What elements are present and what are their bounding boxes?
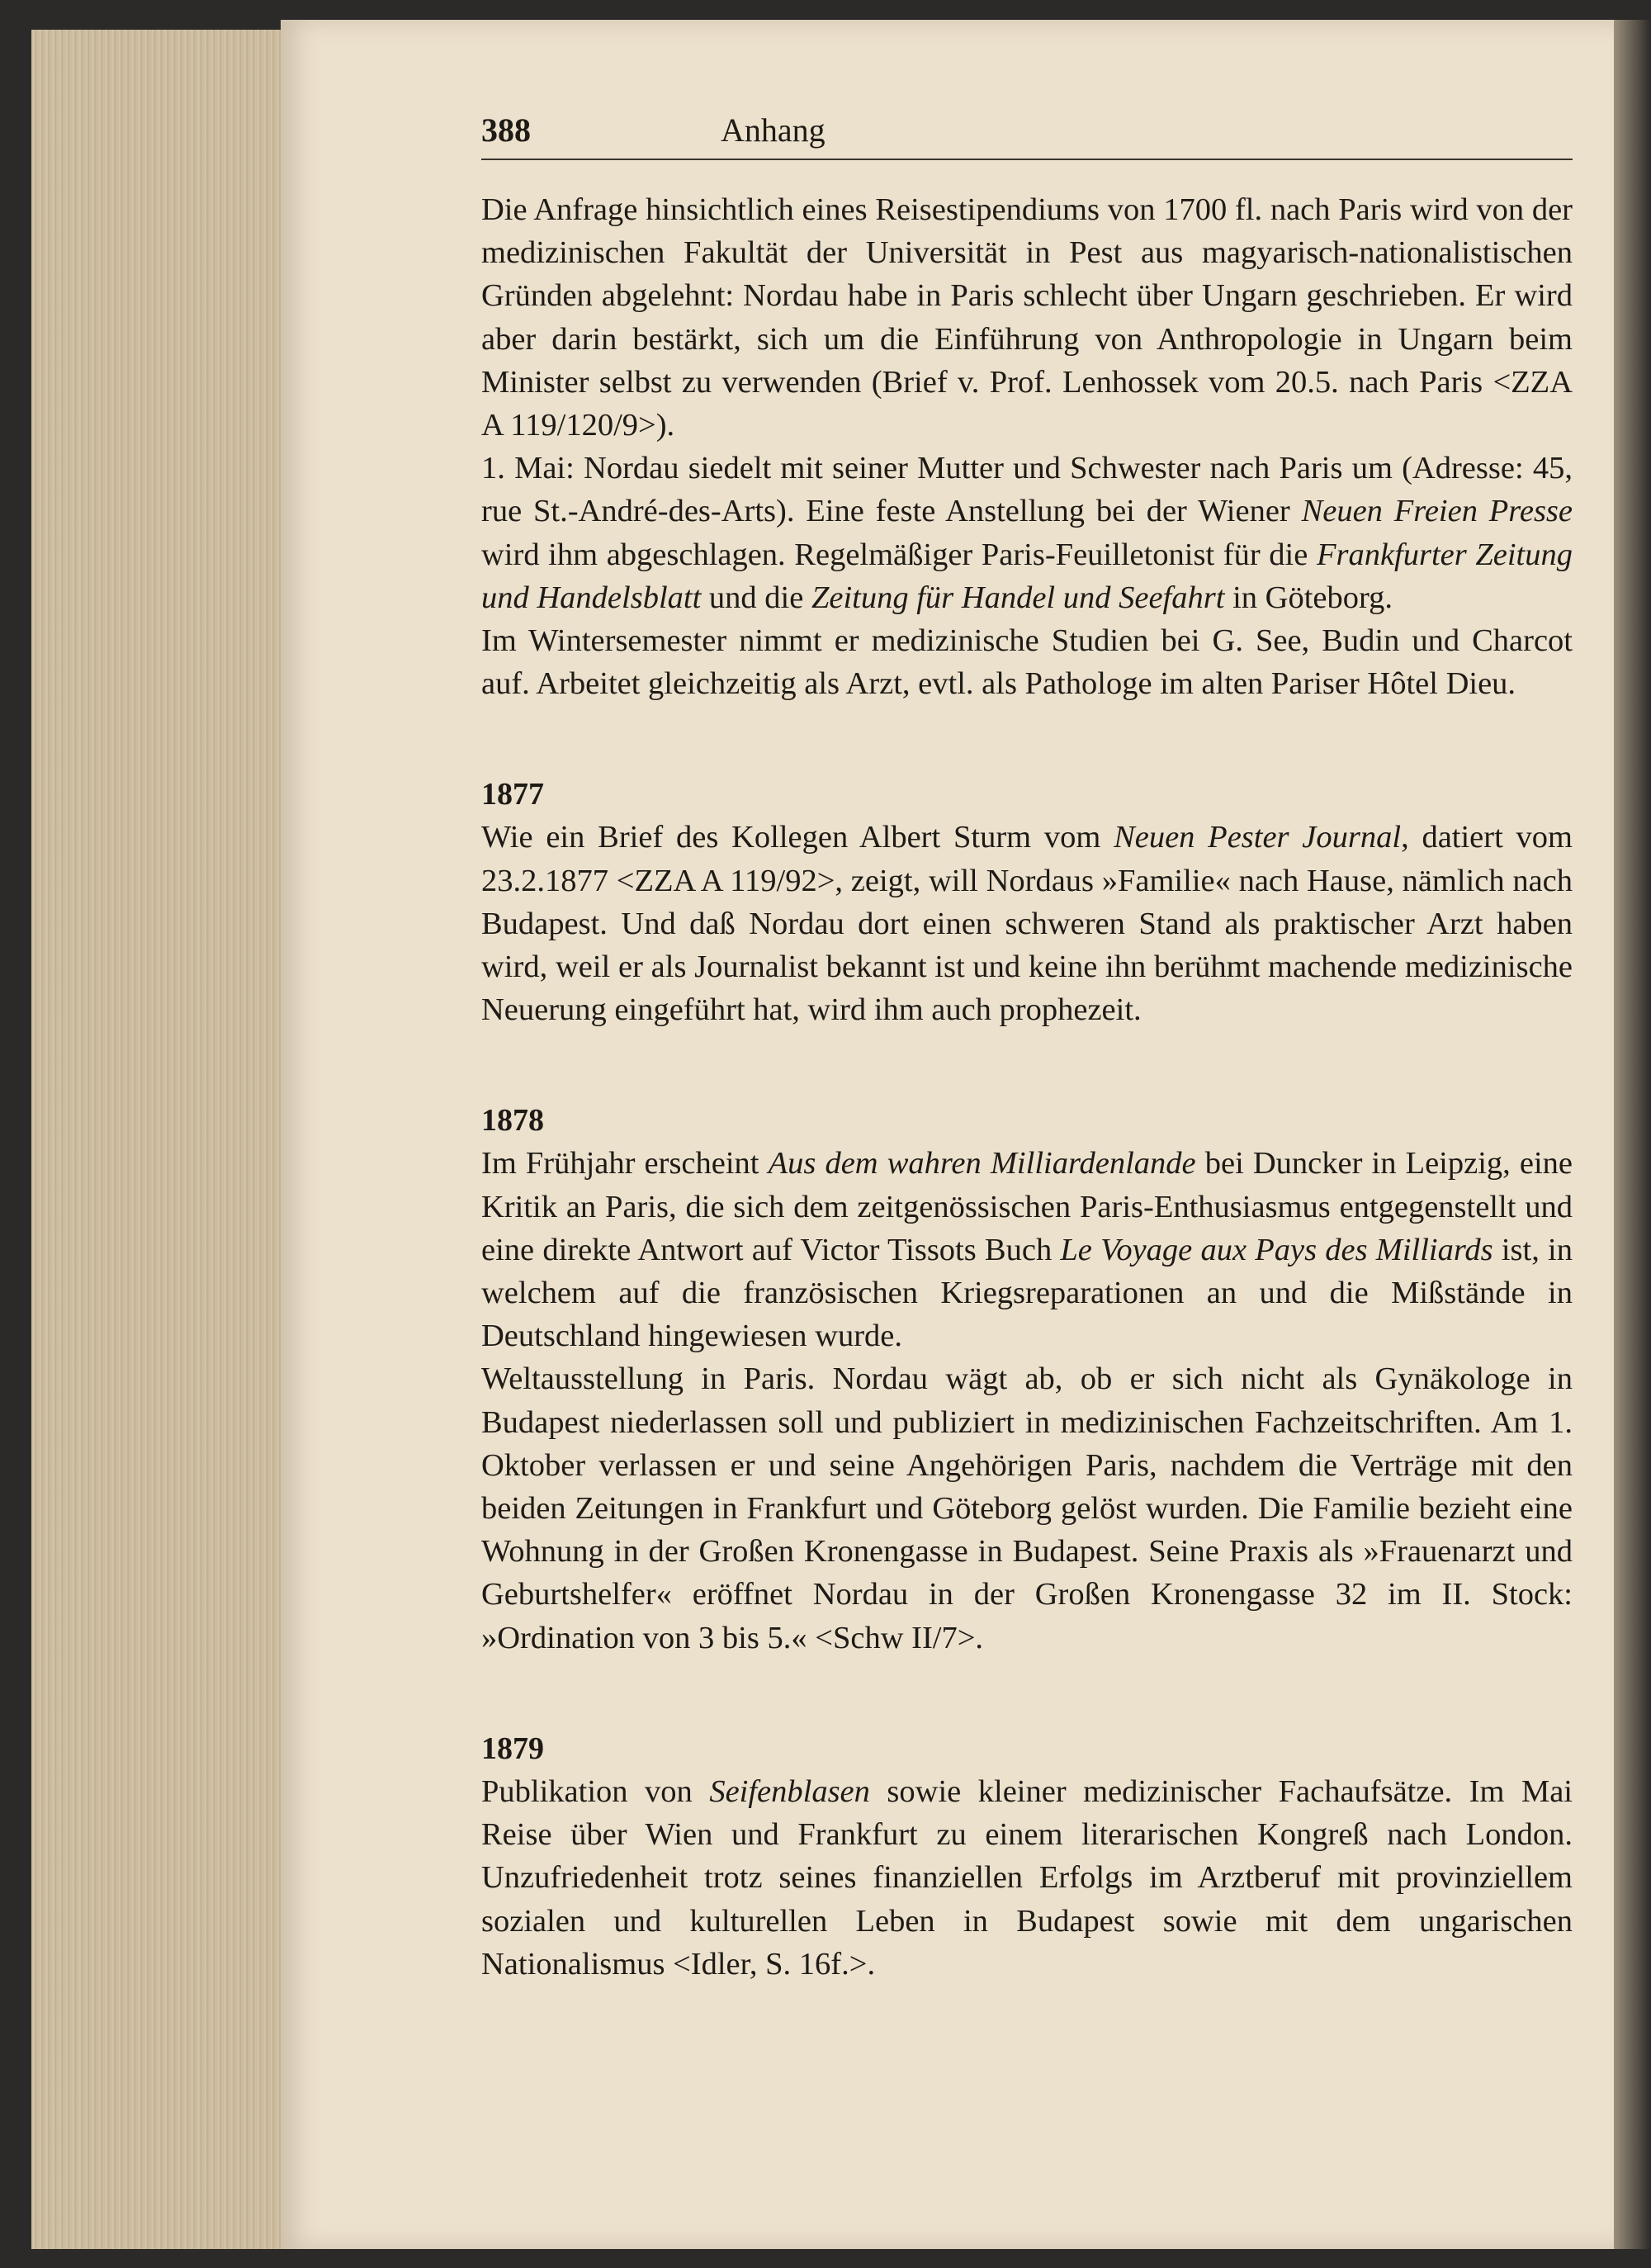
paragraph [481,1142,1573,1357]
italic-title: Aus dem wahren Milliardenlande [768,1146,1196,1181]
text-run: 1. Mai: Nordau siedelt mit seiner Mutter und Schwester nach Paris um (Adresse: 45, rue St.-André-des-Arts). Eine feste Anstellung bei der Wiener [481,451,1573,529]
year-section-1878 [481,1099,1573,1659]
text-run: sowie kleiner medizinischer Fachaufsätze. Im Mai Reise über Wien und Frankfurt zu einem literarischen Kongreß nach London. Unzufriedenheit trotz seines finanziellen Erfolgs im Arztberuf mit provinziellem sozialen und kulturellen Leben in Budapest sowie mit dem ungarischen Nationalismus <Idler, S. 16f.>. [481,1773,1573,1982]
italic-title: Neuen Pester Journal [1114,820,1402,855]
paragraph [481,1357,1573,1659]
italic-title: Frankfurter Zeitung und Handelsblatt [481,537,1573,615]
paragraph [481,816,1573,1031]
text-run: und die [701,580,811,615]
paragraph [481,447,1573,619]
year-section-1877 [481,773,1573,1031]
paragraph [481,188,1573,447]
text-run: ist, in welchem auf die französischen Kriegsreparationen an und die Mißstände in Deutschland hingewiesen wurde. [481,1232,1573,1354]
text-run: in Göteborg. [1224,580,1393,615]
italic-title: Le Voyage aux Pays des Milliards [1060,1232,1493,1267]
paragraph [481,619,1573,705]
text-run: , datiert vom 23.2.1877 <ZZA A 119/92>, zeigt, will Nordaus »Familie« nach Hause, nämlich nach Budapest. Und daß Nordau dort einen schweren Stand als praktischer Arzt haben wird, weil er als Journalist bekannt ist und keine ihn berühmt machende medizinische Neuerung eingeführt hat, wird ihm auch prophezeit. [481,820,1573,1028]
text-run: bei Duncker in Leipzig, eine Kritik an Paris, die sich dem zeitgenössischen Paris-Enthusiasmus entgegenstellt und eine direkte Antwort auf Victor Tissots Buch [481,1146,1573,1267]
text-run: Weltausstellung in Paris. Nordau wägt ab, ob er sich nicht als Gynäkologe in Budapest niederlassen soll und publiziert in medizinischen Fachzeitschriften. Am 1. Oktober verlassen er und seine Angehörigen Paris, nachdem die Verträge mit den beiden Zeitungen in Frankfurt und Göteborg gelöst wurden. Die Familie bezieht eine Wohnung in der Großen Kronengasse in Budapest. Seine Praxis als »Frauenarzt und Geburtshelfer« eröffnet Nordau in der Großen Kronengasse 32 im II. Stock: »Ordination von 3 bis 5.« <Schw II/7>. [481,1361,1573,1655]
text-run: Im Wintersemester nimmt er medizinische Studien bei G. See, Budin und Charcot auf. Arbeitet gleichzeitig als Arzt, evtl. als Pathologe im alten Pariser Hôtel Dieu. [481,623,1573,702]
text-run: Publikation von [481,1773,710,1809]
paragraph [481,1770,1573,1986]
text-run: Die Anfrage hinsichtlich eines Reisestipendiums von 1700 fl. nach Paris wird von der medizinischen Fakultät der Universität in Pest aus magyarisch-nationalistischen Gründen abgelehnt: Nordau habe in Paris schlecht über Ungarn geschrieben. Er wird aber darin bestärkt, sich um die Einführung von Anthropologie in Ungarn beim Minister selbst zu verwenden (Brief v. Prof. Lenhossek vom 20.5. nach Paris <ZZA A 119/120/9>). [481,192,1573,443]
text-run: Im Frühjahr erscheint [481,1146,769,1181]
year-heading: 1878 [481,1103,544,1139]
running-head: Anhang [721,111,826,149]
page-header [481,111,1573,160]
text-run: Wie ein Brief des Kollegen Albert Sturm vom [481,820,1114,855]
year-heading: 1877 [481,777,544,812]
intro-block [481,188,1573,705]
year-section-1879 [481,1727,1573,1986]
year-heading: 1879 [481,1731,544,1766]
page-content [481,188,1573,1986]
book-spine-shadow [1614,20,1651,2249]
page-number: 388 [481,111,531,149]
italic-title: Zeitung für Handel und Seefahrt [811,580,1225,615]
italic-title: Seifenblasen [709,1773,870,1809]
text-run: wird ihm abgeschlagen. Regelmäßiger Paris-Feuilletonist für die [481,537,1317,572]
italic-title: Neuen Freien Presse [1301,494,1573,529]
book-page-edges [31,30,287,2249]
